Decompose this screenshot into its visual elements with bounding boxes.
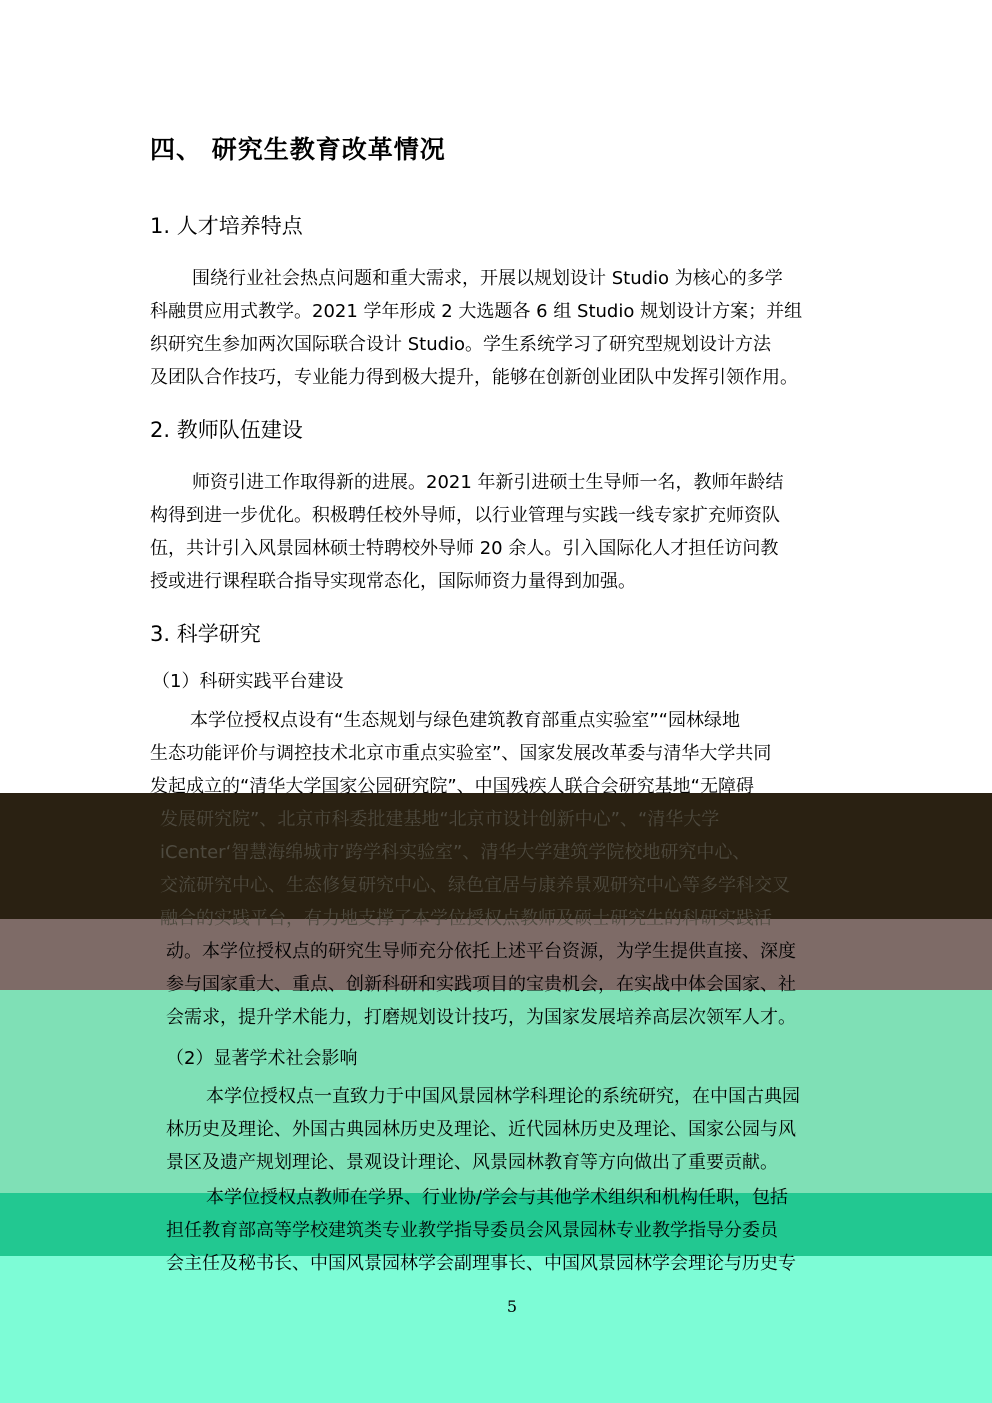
paragraph-talent-training <box>150 262 802 394</box>
text-line: 师资引进工作取得新的进展。2021 年新引进硕士生导师一名，教师年龄结 <box>192 472 784 493</box>
heading-talent-training: 1. 人才培养特点 <box>150 214 303 238</box>
text-line: 本学位授权点一直致力于中国风景园林学科理论的系统研究，在中国古典园 <box>206 1086 800 1107</box>
text-line: 发起成立的“清华大学国家公园研究院”、中国残疾人联合会研究基地“无障碍 <box>150 776 754 797</box>
section-title: 四、 研究生教育改革情况 <box>150 135 446 164</box>
paragraph-faculty <box>150 466 784 598</box>
paragraph-research-platform <box>150 704 796 1034</box>
text-line: 动。本学位授权点的研究生导师充分依托上述平台资源，为学生提供直接、深度 <box>166 941 796 962</box>
text-line: 会主任及秘书长、中国风景园林学会副理事长、中国风景园林学会理论与历史专 <box>166 1253 796 1274</box>
text-line: 林历史及理论、外国古典园林历史及理论、近代园林历史及理论、国家公园与风 <box>166 1119 796 1140</box>
text-line: 担任教育部高等学校建筑类专业教学指导委员会风景园林专业教学指导分委员 <box>166 1220 778 1241</box>
text-line: 科融贯应用式教学。2021 学年形成 2 大选题各 6 组 Studio 规划设计方案；并组 <box>150 301 803 322</box>
text-line: 会需求，提升学术能力，打磨规划设计技巧，为国家发展培养高层次领军人才。 <box>166 1007 796 1028</box>
text-line: 本学位授权点设有“生态规划与绿色建筑教育部重点实验室”“园林绿地 <box>190 710 740 731</box>
text-line: iCenter‘智慧海绵城市’跨学科实验室”、清华大学建筑学院校地研究中心、 <box>160 842 751 863</box>
text-line: 及团队合作技巧，专业能力得到极大提升，能够在创新创业团队中发挥引领作用。 <box>150 367 798 388</box>
text-line: 构得到进一步优化。积极聘任校外导师，以行业管理与实践一线专家扩充师资队 <box>150 505 780 526</box>
heading-academic-influence: （2）显著学术社会影响 <box>166 1048 358 1069</box>
text-line: 融合的实践平台，有力地支撑了本学位授权点教师及硕士研究生的科研实践活 <box>160 908 772 929</box>
text-line: 伍，共计引入风景园林硕士特聘校外导师 20 余人。引入国际化人才担任访问教 <box>150 538 779 559</box>
text-line: 发展研究院”、北京市科委批建基地“北京市设计创新中心”、“清华大学 <box>160 809 720 830</box>
text-line: 围绕行业社会热点问题和重大需求，开展以规划设计 Studio 为核心的多学 <box>192 268 783 289</box>
paragraph-theory-research <box>166 1080 800 1179</box>
page-number: 5 <box>506 1297 518 1316</box>
heading-faculty: 2. 教师队伍建设 <box>150 418 303 442</box>
text-line: 交流研究中心、生态修复研究中心、绿色宜居与康养景观研究中心等多学科交叉 <box>160 875 790 896</box>
text-line: 本学位授权点教师在学界、行业协/学会与其他学术组织和机构任职，包括 <box>206 1187 789 1208</box>
paragraph-faculty-positions <box>166 1181 796 1280</box>
heading-research-platform: （1）科研实践平台建设 <box>152 671 344 692</box>
text-line: 参与国家重大、重点、创新科研和实践项目的宝贵机会，在实战中体会国家、社 <box>166 974 796 995</box>
heading-research: 3. 科学研究 <box>150 622 261 646</box>
text-line: 景区及遗产规划理论、景观设计理论、风景园林教育等方向做出了重要贡献。 <box>166 1152 778 1173</box>
text-line: 织研究生参加两次国际联合设计 Studio。学生系统学习了研究型规划设计方法 <box>150 334 772 355</box>
text-line: 授或进行课程联合指导实现常态化，国际师资力量得到加强。 <box>150 571 636 592</box>
text-line: 生态功能评价与调控技术北京市重点实验室”、国家发展改革委与清华大学共同 <box>150 743 772 764</box>
